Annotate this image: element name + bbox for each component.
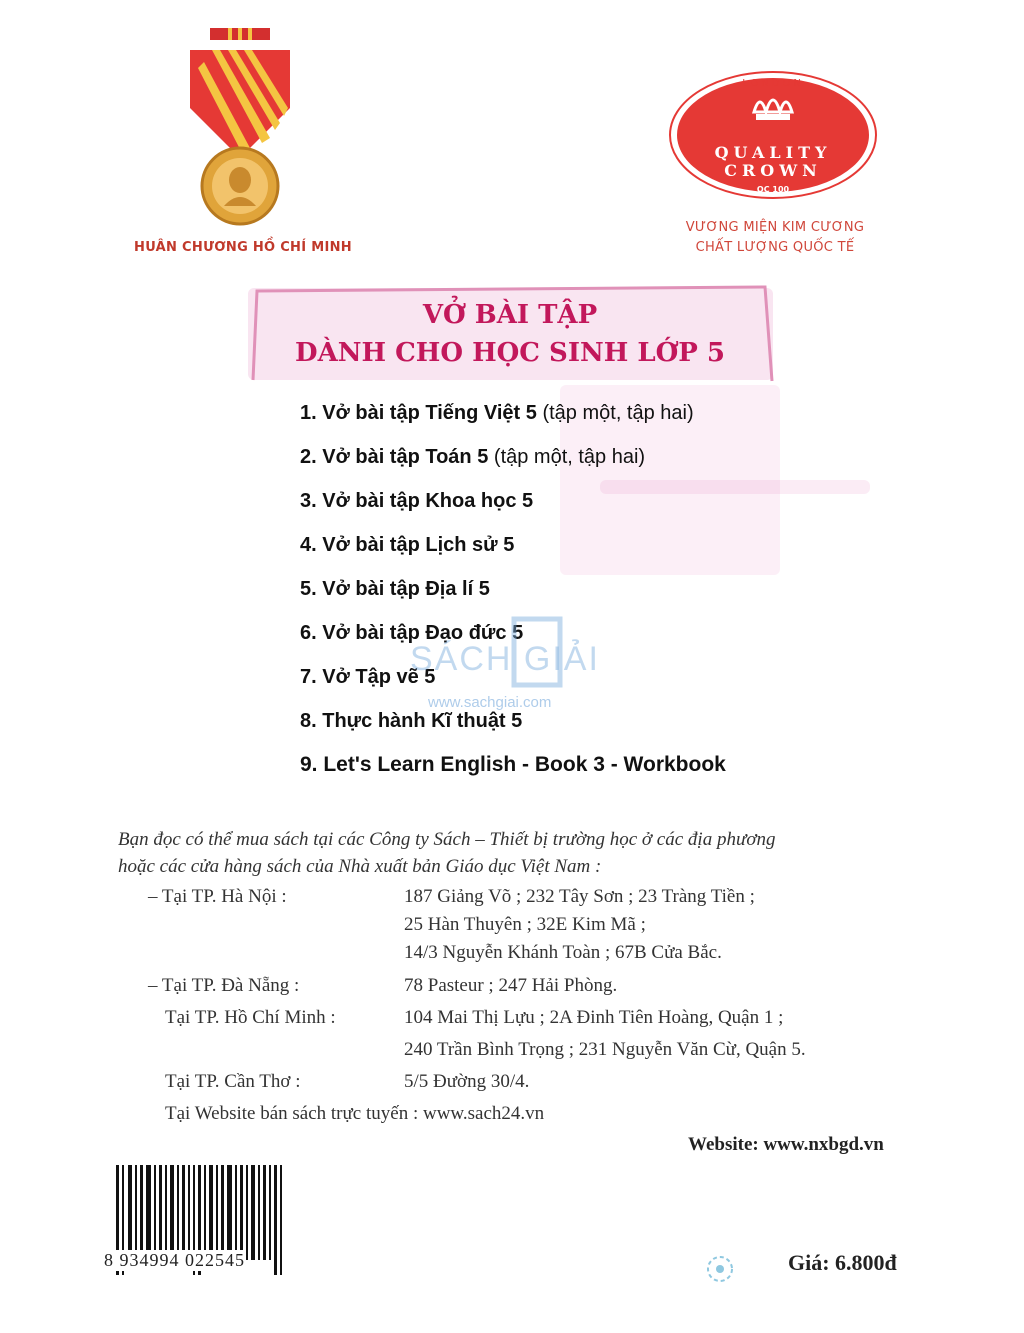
watermark-text: SÁCH GIẢI <box>410 640 600 678</box>
list-item <box>300 528 860 572</box>
address-line: 25 Hàn Thuyên ; 32E Kim Mã ; <box>404 914 646 935</box>
publisher-logo-icon <box>700 1252 740 1286</box>
book-title: 3. Vở bài tập Khoa học 5 <box>300 490 534 512</box>
location-danang: – Tại TP. Đà Nẵng : <box>148 975 300 996</box>
watermark-url: www.sachgiai.com <box>428 694 552 711</box>
crown-caption <box>650 218 900 258</box>
book-title: 9. Let's Learn English - Book 3 - Workbook <box>300 753 726 776</box>
quality-crown-logo-icon <box>668 70 878 200</box>
list-item <box>300 396 860 440</box>
list-item <box>300 440 860 484</box>
intro-line: hoặc các cửa hàng sách của Nhà xuất bản Giáo dục Việt Nam : <box>118 856 602 877</box>
crown-logo-line2: CROWN <box>724 161 822 180</box>
address-line: 240 Trần Bình Trọng ; 231 Nguyễn Văn Cừ, Quận 5. <box>404 1039 806 1060</box>
intro-line: Bạn đọc có thể mua sách tại các Công ty Sách – Thiết bị trường học ở các địa phương <box>118 829 776 850</box>
book-title: 6. Vở bài tập Đạo đức 5 <box>300 622 524 644</box>
medal-caption: HUÂN CHƯƠNG HỒ CHÍ MINH <box>134 240 352 255</box>
address-line: 14/3 Nguyễn Khánh Toàn ; 67B Cửa Bắc. <box>404 942 722 963</box>
location-cantho: Tại TP. Cần Thơ : <box>165 1071 301 1092</box>
list-item <box>300 484 860 528</box>
address-line: 187 Giảng Võ ; 232 Tây Sơn ; 23 Tràng Tiền ; <box>404 886 755 907</box>
list-item <box>300 748 860 792</box>
book-title: 7. Vở Tập vẽ 5 <box>300 666 436 688</box>
page-title-line2: DÀNH CHO HỌC SINH LỚP 5 <box>295 338 725 368</box>
location-hcm: Tại TP. Hồ Chí Minh : <box>165 1007 336 1028</box>
book-volumes: (tập một, tập hai) <box>542 402 694 424</box>
location-hanoi: – Tại TP. Hà Nội : <box>148 886 287 907</box>
book-title: 2. Vở bài tập Toán 5 <box>300 446 489 468</box>
address-line: 5/5 Đường 30/4. <box>404 1071 530 1092</box>
book-volumes: (tập một, tập hai) <box>493 446 646 468</box>
crown-logo-code: QC 100 <box>756 185 790 194</box>
publisher-website: Website: www.nxbgd.vn <box>688 1134 884 1155</box>
book-title: 1. Vở bài tập Tiếng Việt 5 <box>300 402 537 424</box>
book-title: 8. Thực hành Kĩ thuật 5 <box>300 710 523 732</box>
online-store-line: Tại Website bán sách trực tuyến : www.sach24.vn <box>165 1103 545 1124</box>
address-line: 104 Mai Thị Lựu ; 2A Đinh Tiên Hoàng, Quận 1 ; <box>404 1007 784 1028</box>
page-title-line1: VỞ BÀI TẬP <box>422 300 598 330</box>
crown-caption-line1: VƯƠNG MIỆN KIM CƯƠNG <box>685 220 865 235</box>
book-title: 5. Vở bài tập Địa lí 5 <box>300 578 490 600</box>
ho-chi-minh-medal-icon <box>180 28 300 233</box>
barcode-number: 8 934994 022545 <box>104 1250 245 1270</box>
book-title: 4. Vở bài tập Lịch sử 5 <box>300 534 515 556</box>
book-list <box>300 396 860 792</box>
crown-caption-line2: CHẤT LƯỢNG QUỐC TẾ <box>695 240 855 255</box>
crown-logo-line1: QUALITY <box>714 143 832 162</box>
list-item <box>300 572 860 616</box>
price-label: Giá: 6.800đ <box>788 1250 897 1275</box>
purchase-intro <box>118 826 918 880</box>
crown-logo-top-text: LONDON <box>742 78 804 89</box>
address-line: 78 Pasteur ; 247 Hải Phòng. <box>404 975 618 996</box>
